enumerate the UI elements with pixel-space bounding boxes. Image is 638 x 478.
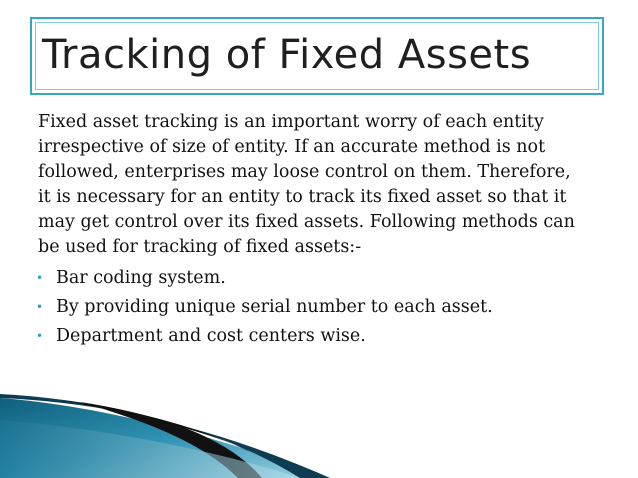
body-paragraph: Fixed asset tracking is an important worry of each entity irrespective of size of entity. If an accurate method is not followed, enterprises may loose control on them. Therefore, it is necessary for an entity to track its fixed asset so that it may get control over its fixed assets. Following methods can be used for tracking of fixed assets:- (38, 112, 575, 257)
slide-title: Tracking of Fixed Assets (42, 32, 532, 78)
bullet-text: Department and cost centers wise. (56, 326, 366, 346)
title-box (30, 17, 604, 95)
swoosh-black-band (80, 402, 262, 478)
bullet-item-cost-centers (34, 324, 594, 353)
swoosh-blue-wave (0, 398, 330, 478)
bullet-icon: • (36, 300, 44, 314)
bullet-text: By providing unique serial number to each asset. (56, 297, 493, 317)
bullet-icon: • (36, 271, 44, 285)
bullet-text: Bar coding system. (56, 268, 226, 288)
swoosh-black-stroke (60, 400, 250, 452)
bullet-icon: • (36, 329, 44, 343)
swoosh-dark-edge (0, 394, 330, 478)
bullet-item-serial-number (34, 295, 594, 324)
bullet-item-bar-coding (34, 266, 594, 295)
swoosh-light-wave (0, 420, 300, 478)
bullet-list (34, 266, 594, 353)
